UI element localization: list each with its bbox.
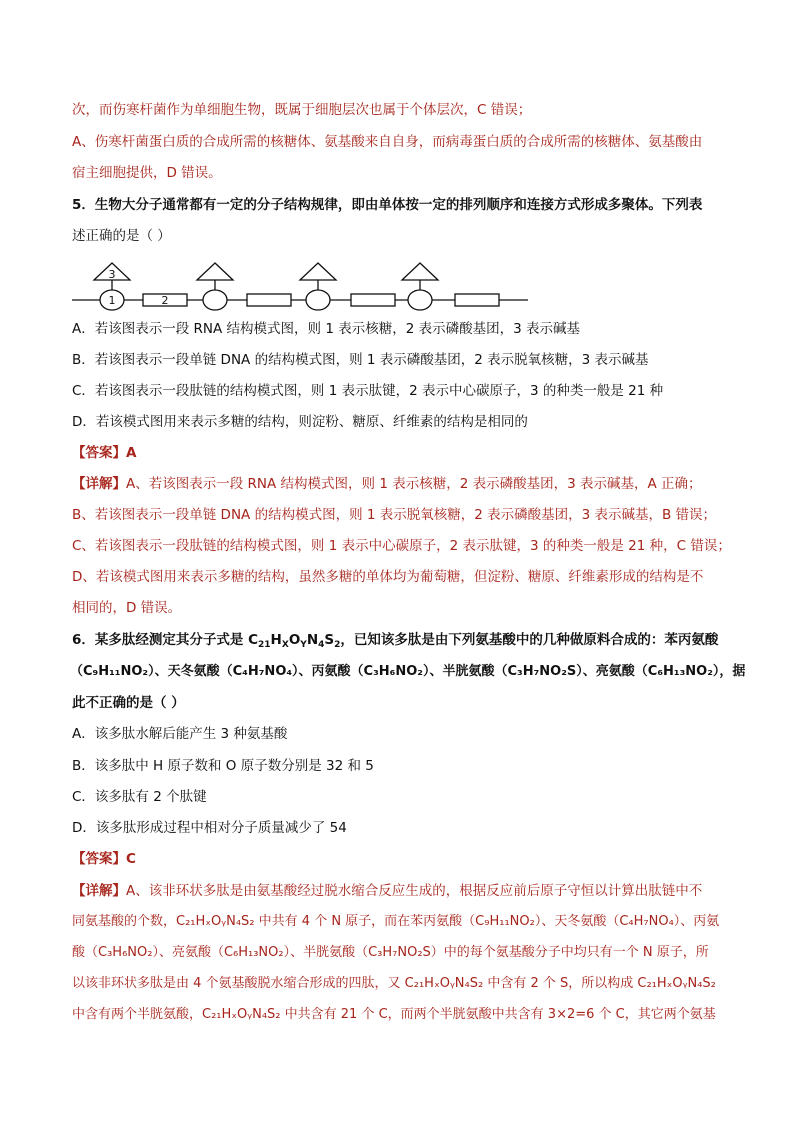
q6-detail-1 <box>72 881 702 901</box>
triangle-4 <box>402 263 438 280</box>
q6-detail-3: 酸（C₃H₆NO₂）、亮氨酸（C₆H₁₃NO₂）、半胱氨酸（C₃H₇NO₂S）中的每个氨基酸分子中均只有一个 N 原子，所 <box>72 945 709 960</box>
q6-option-a: A．该多肽水解后能产生 3 种氨基酸 <box>72 726 288 742</box>
circle-2 <box>203 290 227 310</box>
q5-answer: 【答案】A <box>72 445 137 461</box>
polymer-diagram <box>70 258 530 316</box>
q5-detail-5: 相同的，D 错误。 <box>72 600 182 616</box>
q5-stem-1: 5．生物大分子通常都有一定的分子结构规律，即由单体按一定的排列顺序和连接方式形成多聚体。下列表 <box>72 197 703 213</box>
q6-stem-1a: 6．某多肽经测定其分子式是 <box>72 632 249 648</box>
q6-detail-text-1: A、该非环状多肽是由氨基酸经过脱水缩合反应生成的，根据反应前后原子守恒以计算出肽链中不 <box>126 883 703 899</box>
q5-detail-1 <box>72 474 702 494</box>
q5-detail-head: 【详解】 <box>72 476 126 492</box>
circle-3 <box>306 290 330 310</box>
q6-formula: $C_{21}H_XO_YN_4S_2$ <box>248 632 341 650</box>
q5-detail-3: C、若该图表示一段肽链的结构模式图，则 1 表示中心碳原子，2 表示肽键，3 的种类一般是 21 种，C 错误； <box>72 538 731 554</box>
q6-stem-2: （C₉H₁₁NO₂）、天冬氨酸（C₄H₇NO₄）、丙氨酸（C₃H₆NO₂）、半胱氨酸（C₃H₇NO₂S）、亮氨酸（C₆H₁₃NO₂），据 <box>70 664 746 679</box>
label-2: 2 <box>161 294 169 307</box>
rect-2 <box>247 294 291 306</box>
q5-detail-4: D、若该模式图用来表示多糖的结构，虽然多糖的单体均为葡萄糖，但淀粉、糖原、纤维素形成的结构是不 <box>72 569 704 585</box>
q5-option-d: D．若该模式图用来表示多糖的结构，则淀粉、糖原、纤维素的结构是相同的 <box>72 414 528 430</box>
q6-answer: 【答案】C <box>72 851 136 867</box>
q6-detail-4: 以该非环状多肽是由 4 个氨基酸脱水缩合形成的四肽，又 C₂₁HₓOᵧN₄S₂ 中含有 2 个 S，所以构成 C₂₁HₓOᵧN₄S₂ <box>72 976 716 991</box>
rect-3 <box>351 294 395 306</box>
q6-option-c: C．该多肽有 2 个肽键 <box>72 789 207 805</box>
q6-detail-head: 【详解】 <box>72 883 126 899</box>
q5-option-a: A．若该图表示一段 RNA 结构模式图，则 1 表示核糖，2 表示磷酸基团，3 表示碱基 <box>72 321 580 337</box>
circle-4 <box>408 290 432 310</box>
q6-detail-2: 同氨基酸的个数，C₂₁HₓOᵧN₄S₂ 中共有 4 个 N 原子，而在苯丙氨酸（C₉H₁₁NO₂）、天冬氨酸（C₄H₇NO₄）、丙氨 <box>72 914 720 929</box>
rect-4 <box>455 294 499 306</box>
label-3: 3 <box>108 268 116 281</box>
prev-line-2: A、伤寒杆菌蛋白质的合成所需的核糖体、氨基酸来自自身，而病毒蛋白质的合成所需的核糖体、氨基酸由 <box>72 134 703 150</box>
q6-stem-1b: ，已知该多肽是由下列氨基酸中的几种做原料合成的：苯丙氨酸 <box>340 632 719 648</box>
q5-detail-text-1: A、若该图表示一段 RNA 结构模式图，则 1 表示核糖，2 表示磷酸基团，3 表示碱基，A 正确； <box>126 476 702 492</box>
prev-line-1: 次，而伤寒杆菌作为单细胞生物，既属于细胞层次也属于个体层次，C 错误； <box>72 102 532 118</box>
label-1: 1 <box>108 294 116 307</box>
q6-detail-5: 中含有两个半胱氨酸，C₂₁HₓOᵧN₄S₂ 中共含有 21 个 C，而两个半胱氨酸中共含有 3×2=6 个 C，其它两个氨基 <box>72 1007 716 1022</box>
prev-line-3: 宿主细胞提供，D 错误。 <box>72 165 222 181</box>
q6-option-d: D．该多肽形成过程中相对分子质量减少了 54 <box>72 820 347 836</box>
triangle-2 <box>197 263 233 280</box>
q6-stem-1 <box>72 630 718 650</box>
q6-stem-3: 此不正确的是（ ） <box>72 695 185 711</box>
q5-stem-2: 述正确的是（ ） <box>72 228 171 244</box>
q5-option-c: C．若该图表示一段肽链的结构模式图，则 1 表示肽键，2 表示中心碳原子，3 的种类一般是 21 种 <box>72 383 664 399</box>
q5-detail-2: B、若该图表示一段单链 DNA 的结构模式图，则 1 表示脱氧核糖，2 表示磷酸基团，3 表示碱基，B 错误； <box>72 507 717 523</box>
q5-option-b: B．若该图表示一段单链 DNA 的结构模式图，则 1 表示磷酸基团，2 表示脱氧核糖，3 表示碱基 <box>72 352 649 368</box>
triangle-3 <box>300 263 336 280</box>
q6-option-b: B．该多肽中 H 原子数和 O 原子数分别是 32 和 5 <box>72 758 374 774</box>
